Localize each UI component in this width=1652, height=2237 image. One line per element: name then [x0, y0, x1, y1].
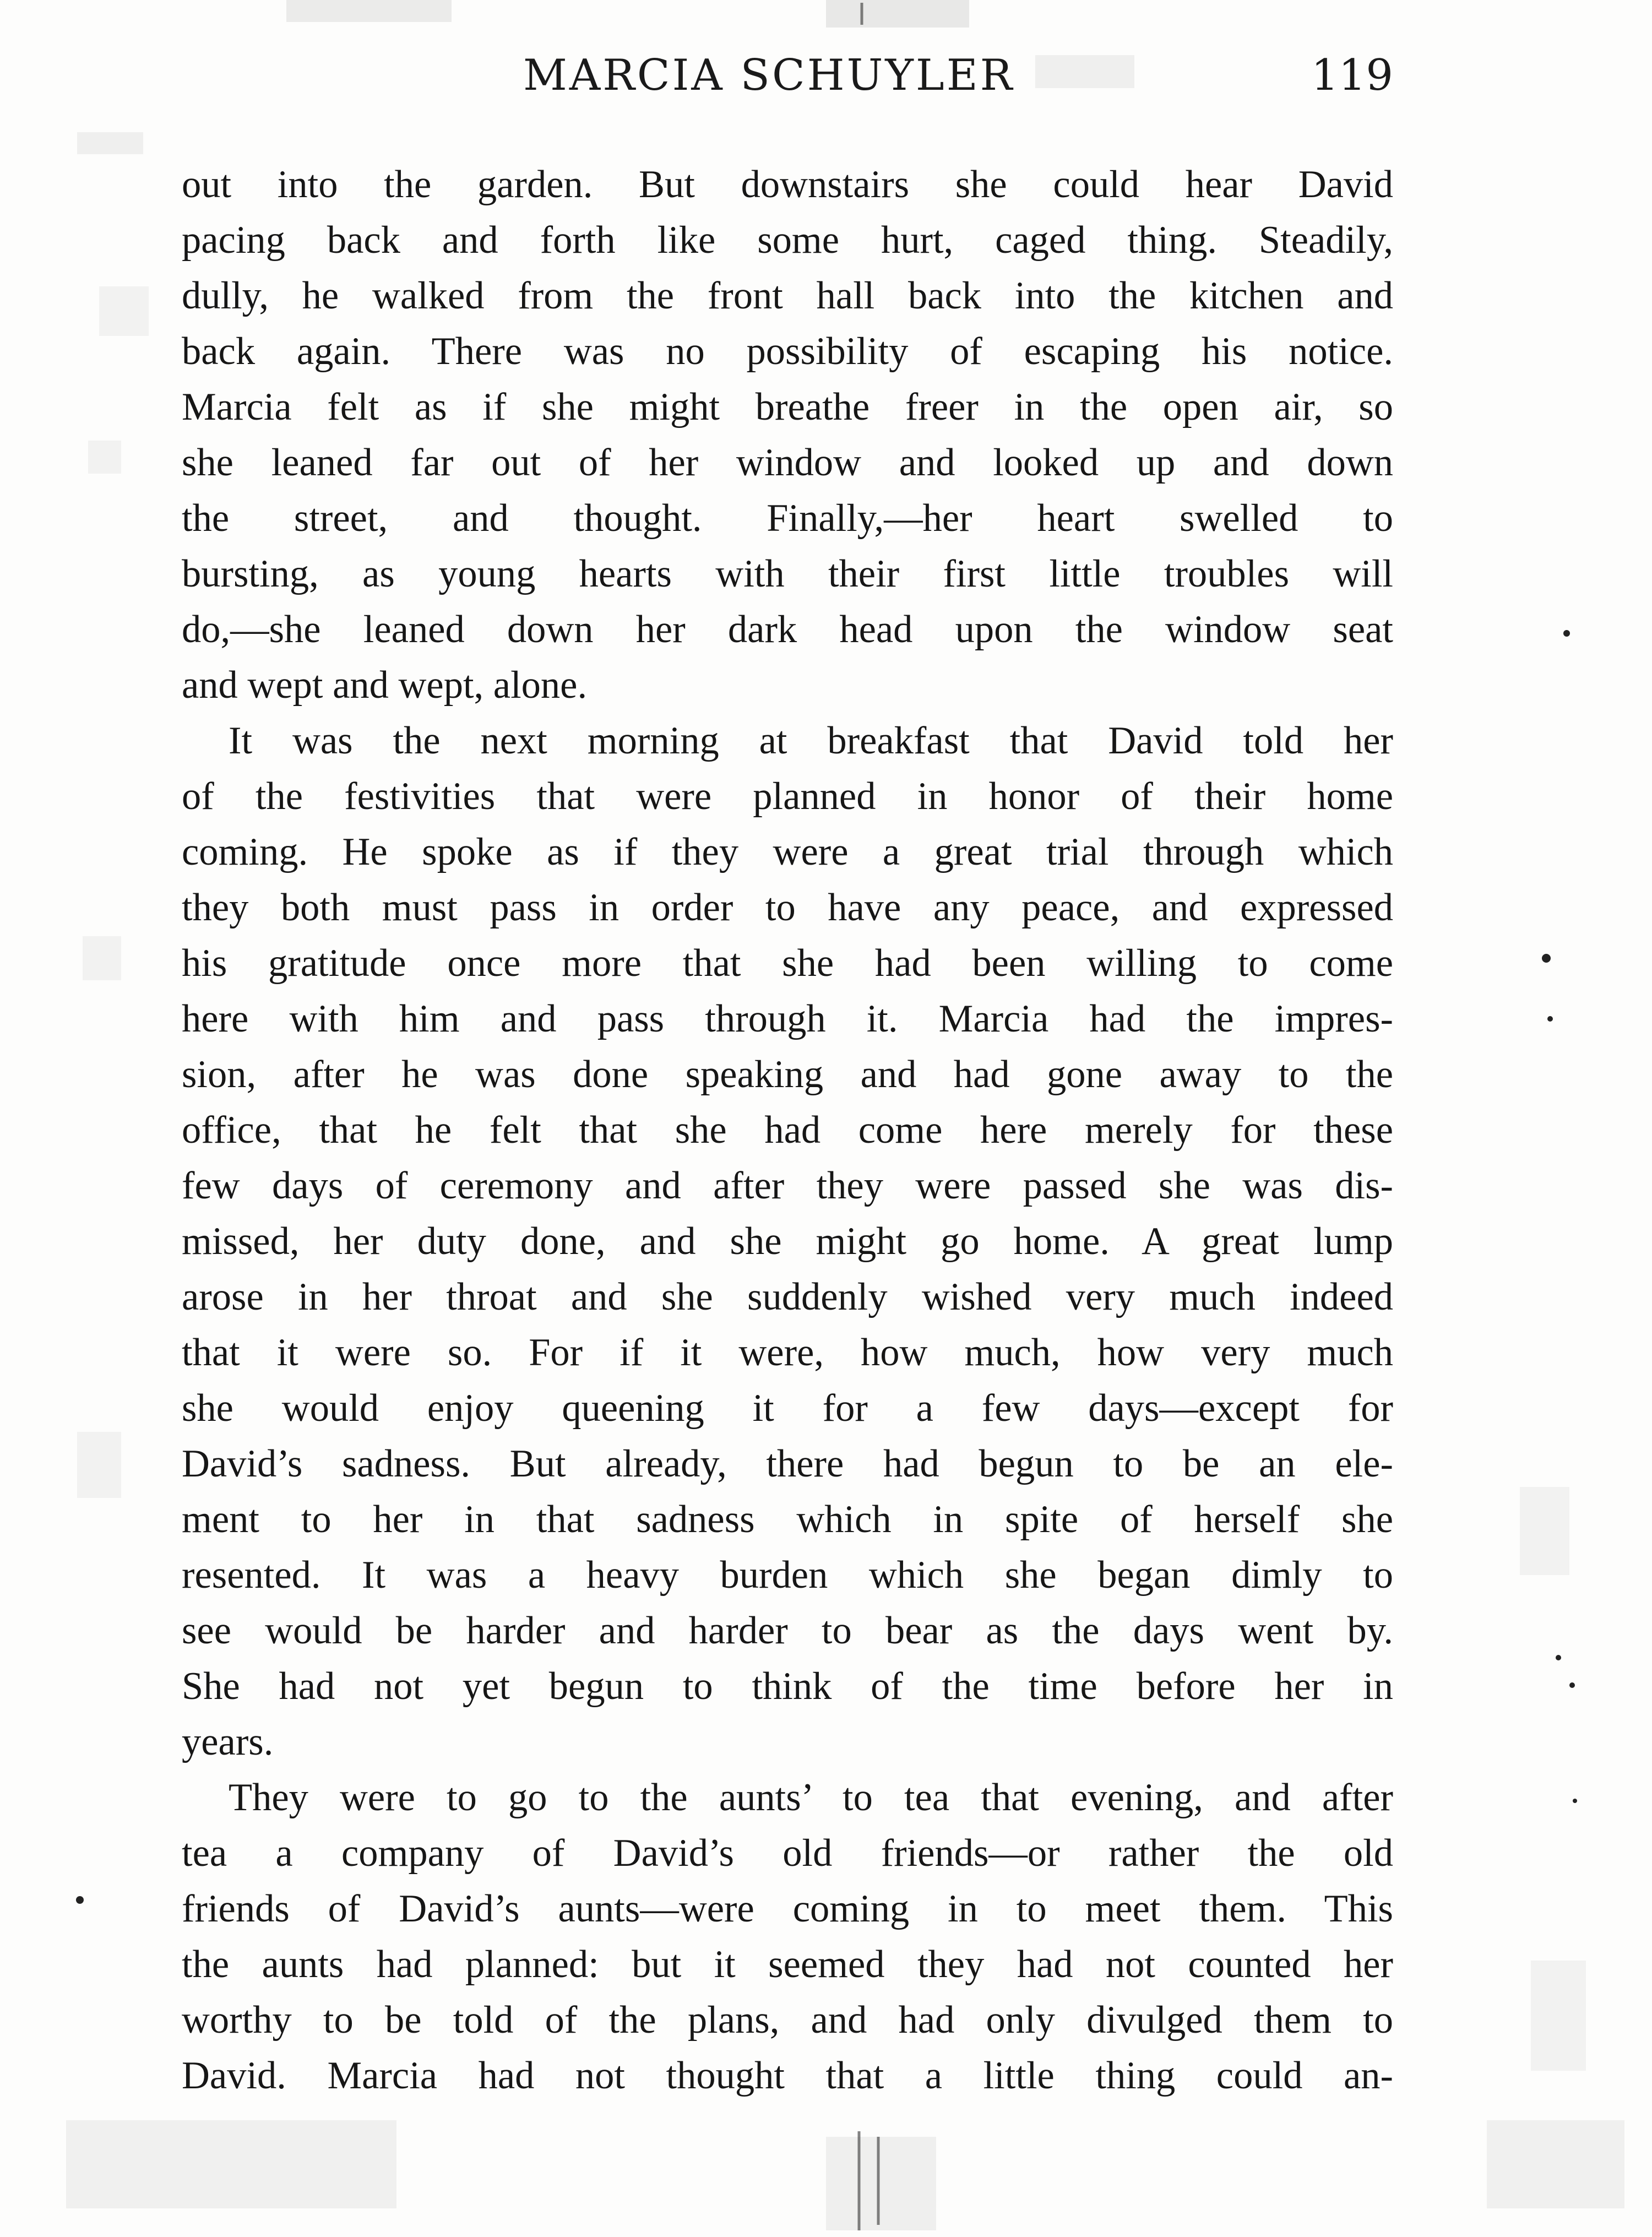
text-line: coming. He spoke as if they were a great trial through which [182, 830, 1393, 873]
text-line: office, that he felt that she had come here merely for these [182, 1109, 1393, 1152]
text-line: see would be harder and harder to bear as the days went by. [182, 1609, 1393, 1652]
text-line: out into the garden. But downstairs she could hear David [182, 163, 1393, 206]
text-line: They were to go to the aunts’ to tea that evening, and after [229, 1776, 1393, 1819]
text-line: resented. It was a heavy burden which she began dimly to [182, 1554, 1393, 1597]
text-line: of the festivities that were planned in honor of their home [182, 775, 1393, 818]
text-line: friends of David’s aunts—were coming in to meet them. This [182, 1887, 1393, 1930]
text-line: she leaned far out of her window and looked up and down [182, 441, 1393, 484]
text-line: the street, and thought. Finally,—her heart swelled to [182, 497, 1393, 540]
paragraph [182, 1770, 1393, 2104]
text-line: She had not yet begun to think of the time before her in [182, 1665, 1393, 1708]
text-line: and wept and wept, alone. [182, 664, 588, 707]
text-line: missed, her duty done, and she might go home. A great lump [182, 1220, 1393, 1263]
page-number: 119 [1311, 51, 1393, 100]
text-line: dully, he walked from the front hall back into the kitchen and [182, 274, 1393, 317]
text-line: his gratitude once more that she had been willing to come [182, 942, 1393, 985]
text-line: sion, after he was done speaking and had gone away to the [182, 1053, 1393, 1096]
paragraph [182, 713, 1393, 1770]
text-line: here with him and pass through it. Marcia had the impres- [182, 997, 1393, 1040]
text-line: bursting, as young hearts with their first little troubles will [182, 552, 1393, 595]
text-line: It was the next morning at breakfast that David told her [229, 719, 1393, 762]
running-header [182, 51, 1393, 111]
text-line: she would enjoy queening it for a few days—except for [182, 1387, 1393, 1430]
running-title: MARCIA SCHUYLER [523, 51, 1015, 100]
text-line: they both must pass in order to have any peace, and expressed [182, 886, 1393, 929]
text-line: do,—she leaned down her dark head upon the window seat [182, 608, 1393, 651]
text-line: Marcia felt as if she might breathe freer in the open air, so [182, 385, 1393, 428]
body-text [182, 157, 1393, 2104]
text-line: back again. There was no possibility of escaping his notice. [182, 330, 1393, 373]
text-line: tea a company of David’s old friends—or rather the old [182, 1832, 1393, 1875]
text-line: ment to her in that sadness which in spite of herself she [182, 1498, 1393, 1541]
text-line: few days of ceremony and after they were passed she was dis- [182, 1164, 1393, 1207]
text-line: the aunts had planned: but it seemed they had not counted her [182, 1943, 1393, 1986]
text-line: that it were so. For if it were, how much, how very much [182, 1331, 1393, 1374]
text-line: pacing back and forth like some hurt, caged thing. Steadily, [182, 219, 1393, 262]
text-line: David’s sadness. But already, there had begun to be an ele- [182, 1442, 1393, 1485]
text-line: worthy to be told of the plans, and had only divulged them to [182, 1999, 1393, 2041]
paragraph [182, 157, 1393, 713]
text-line: arose in her throat and she suddenly wished very much indeed [182, 1275, 1393, 1318]
text-line: years. [182, 1720, 274, 1763]
text-line: David. Marcia had not thought that a little thing could an- [182, 2054, 1393, 2097]
